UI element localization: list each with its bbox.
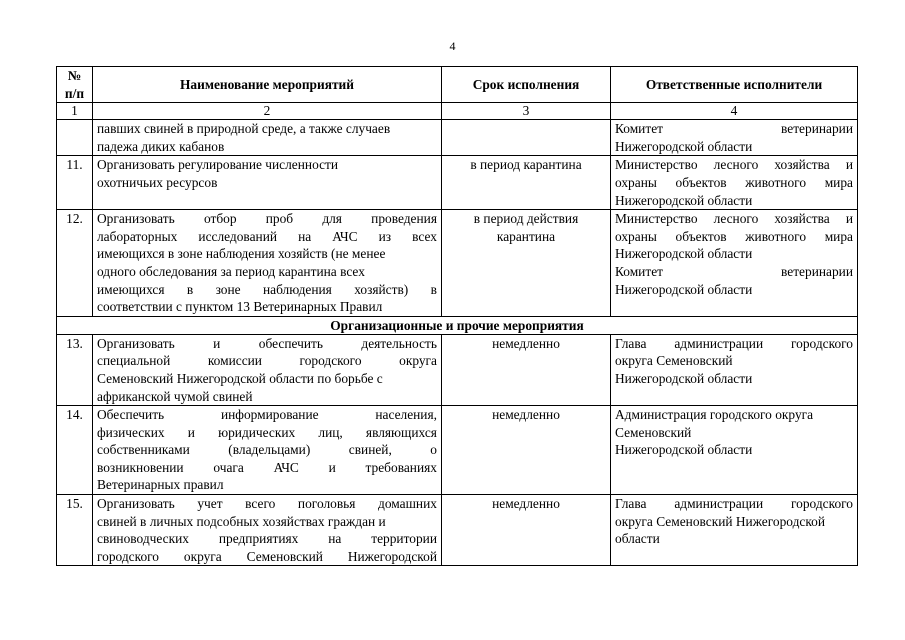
row-responsible: Министерство лесного хозяйства и охраны объектов животного мира Нижегородской области Комитет ветеринарии Нижегородской области bbox=[611, 210, 858, 317]
row-deadline bbox=[442, 120, 611, 156]
row-action: Обеспечить информирование населения, физических и юридических лиц, являющихся собственниками (владельцами) свиней, о возникновении очага АЧС и требованиях Ветеринарных правил bbox=[93, 406, 442, 495]
row-action: Организовать и обеспечить деятельность специальной комиссии городского округа Семеновский Нижегородской области по борьбе с африканской чумой свиней bbox=[93, 334, 442, 405]
events-table bbox=[56, 66, 858, 566]
table-row bbox=[57, 495, 858, 566]
page-number: 4 bbox=[449, 39, 456, 53]
column-number-row bbox=[57, 103, 858, 120]
table-header-row bbox=[57, 67, 858, 103]
row-action: Организовать учет всего поголовья домашних свиней в личных подсобных хозяйствах граждан и свиноводческих предприятиях на территории городского округа Семеновский Нижегородской bbox=[93, 495, 442, 566]
header-action-name: Наименование мероприятий bbox=[93, 67, 442, 103]
row-responsible: Глава администрации городского округа Семеновский Нижегородской области bbox=[611, 334, 858, 405]
row-deadline: немедленно bbox=[442, 495, 611, 566]
row-number: 13. bbox=[57, 334, 93, 405]
section-row bbox=[57, 316, 858, 334]
row-number: 12. bbox=[57, 210, 93, 317]
row-number: 11. bbox=[57, 156, 93, 210]
header-number: № п/п bbox=[57, 67, 93, 103]
row-responsible: Глава администрации городского округа Семеновский Нижегородской области bbox=[611, 495, 858, 566]
row-action: павших свиней в природной среде, а также случаев падежа диких кабанов bbox=[93, 120, 442, 156]
row-number: 15. bbox=[57, 495, 93, 566]
table-row bbox=[57, 156, 858, 210]
row-deadline: немедленно bbox=[442, 406, 611, 495]
row-deadline: в период действия карантина bbox=[442, 210, 611, 317]
section-title: Организационные и прочие мероприятия bbox=[57, 316, 858, 334]
row-action: Организовать регулирование численности охотничьих ресурсов bbox=[93, 156, 442, 210]
column-number: 2 bbox=[93, 103, 442, 120]
table-row bbox=[57, 120, 858, 156]
column-number: 1 bbox=[57, 103, 93, 120]
header-responsible: Ответственные исполнители bbox=[611, 67, 858, 103]
row-responsible: Комитет ветеринарии Нижегородской области bbox=[611, 120, 858, 156]
row-number bbox=[57, 120, 93, 156]
column-number: 4 bbox=[611, 103, 858, 120]
row-action: Организовать отбор проб для проведения лабораторных исследований на АЧС из всех имеющихся в зоне наблюдения хозяйств (не менее одного обследования за период карантина всех имеющихся в зоне наблюдения хозяйств) в соответствии с пунктом 13 Ветеринарных Правил bbox=[93, 210, 442, 317]
table-row bbox=[57, 210, 858, 317]
row-deadline: в период карантина bbox=[442, 156, 611, 210]
table-row bbox=[57, 406, 858, 495]
row-responsible: Администрация городского округа Семеновский Нижегородской области bbox=[611, 406, 858, 495]
header-deadline: Срок исполнения bbox=[442, 67, 611, 103]
table-row bbox=[57, 334, 858, 405]
row-deadline: немедленно bbox=[442, 334, 611, 405]
column-number: 3 bbox=[442, 103, 611, 120]
row-responsible: Министерство лесного хозяйства и охраны объектов животного мира Нижегородской области bbox=[611, 156, 858, 210]
row-number: 14. bbox=[57, 406, 93, 495]
